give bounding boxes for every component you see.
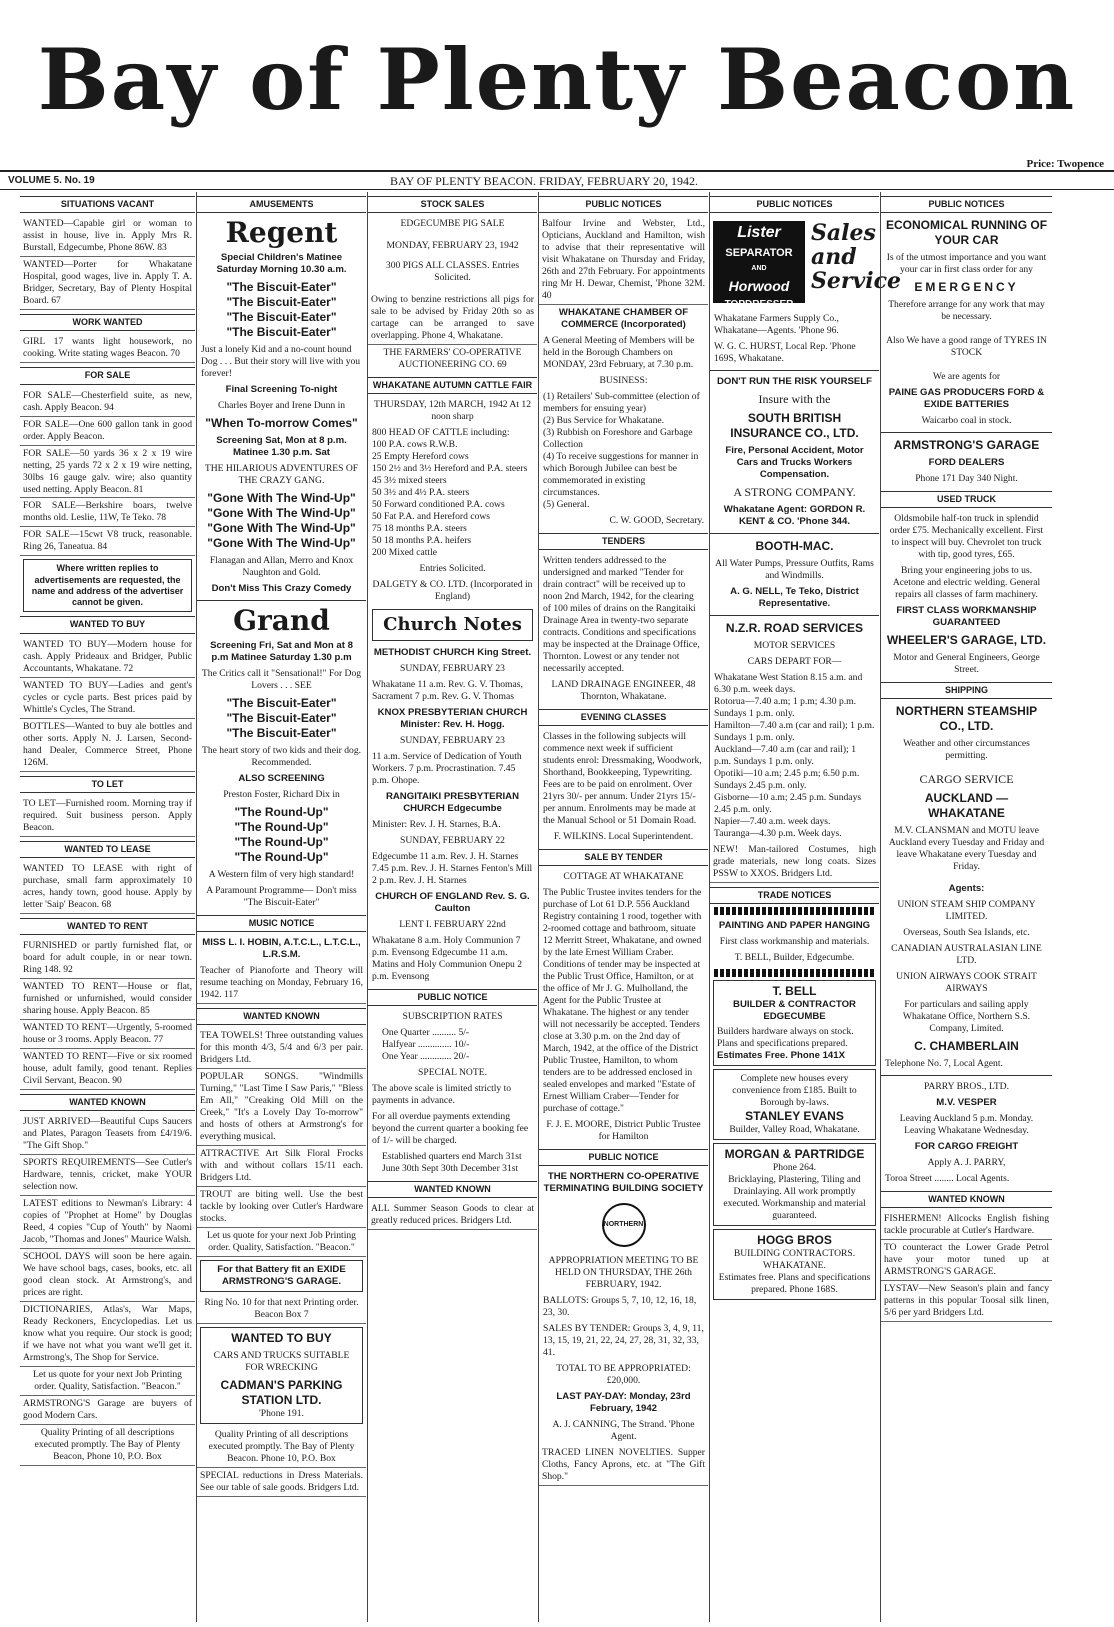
column-notices-services [709, 192, 902, 1622]
subscription-rates: One Quarter .......... 5/- Halfyear .............. 10/- One Year ............. 20/- [382, 1026, 470, 1062]
notice-text: APPROPRIATION MEETING TO BE HELD ON THURSDAY, THE 26th FEBRUARY, 1942. [548, 1255, 699, 1291]
classified-ad: ALL Summer Season Goods to clear at greatly reduced prices. Bridgers Ltd. [368, 1201, 537, 1230]
wanted-to-buy-ad: WANTED TO BUY CARS AND TRUCKS SUITABLE FOR WRECKING CADMAN'S PARKING STATION LTD. 'Phone 191. [200, 1327, 363, 1424]
notice: Balfour Irvine and Webster, Ltd., Opticians, Auckland and Hamilton, wish to advise that their representative will visit Whakatane on Thursday and Friday, 26th and 27th February. For appointments ring Mr H. Dewar, Chemist, 'Phone 32M. 40 [539, 216, 708, 305]
screening-times: Screening Sat, Mon at 8 p.m. Matinee 1.30 p.m. Sat [216, 435, 347, 459]
screening-times: Screening Fri, Sat and Mon at 8 p.m Matinee Saturday 1.30 p.m [210, 640, 353, 664]
classified-ad: ATTRACTIVE Art Silk Floral Frocks with and without collars 15/11 each. Bridgers Ltd. [197, 1146, 366, 1187]
regent-theatre-title: Regent [225, 216, 338, 250]
masthead [0, 0, 1114, 168]
film-description: THE HILARIOUS ADVENTURES OF THE CRAZY GANG. [204, 463, 359, 487]
lister-logo: Lister SEPARATOR AND Horwood TOPDRESSER [713, 221, 805, 303]
film-title: "The Round-Up" "The Round-Up" "The Round-Up" "The Round-Up" [234, 804, 329, 864]
signature: C. W. GOOD, Secretary. [609, 514, 704, 526]
classified-ad: WANTED—Porter for Whakatane Hospital, good wages, live in. Apply T. A. Bridger, Secretary, Bay of Plenty Hospital Board. 67 [20, 257, 195, 310]
agenda-list: (1) Retailers' Sub-committee (election of members for ensuing year) (2) Bus Service for Whakatane. (3) Rubbish on Foreshore and Garbage Collection (4) To receive suggestions for manner in which Borough Jubilee can best be commemorated in existing circumstances. (5) General. [543, 391, 700, 510]
service-date: SUNDAY, FEBRUARY 23 [400, 735, 505, 746]
shipping-company: UNION AIRWAYS COOK STRAIT AIRWAYS [896, 971, 1037, 995]
signature: F. J. E. MOORE, District Public Trustee for Hamilton [546, 1118, 701, 1142]
section-heading: WANTED KNOWN [881, 1191, 1052, 1208]
classified-ad: TEA TOWELS! Three outstanding values for this month 4/3, 5/4 and 6/3 per pair. Bridgers Ltd. [197, 1028, 366, 1069]
company-text: All Water Pumps, Pressure Outfits, Rams and Windmills. [715, 558, 874, 582]
classified-ad: POPULAR SONGS. "Windmills Turning," "Last Time I Saw Paris," "Bless Em All," "Creaking Old Mill on the Creek," "It's a Lovely Day To-morrow" and hosts of others at Armstrong's for everything musical. [197, 1069, 366, 1146]
section-heading: TRADE NOTICES [710, 887, 879, 904]
section-heading: WANTED TO BUY [20, 616, 195, 633]
film-cast: Flanagan and Allan, Merro and Knox Naughton and Gold. [209, 555, 354, 579]
notice-text: BALLOTS: Groups 5, 7, 10, 12, 16, 18, 23, 30. [543, 1295, 697, 1319]
fair-date: THURSDAY, 12th MARCH, 1942 At 12 noon sharp [374, 399, 531, 423]
agent-phone: Telephone No. 7, Local Agent. [885, 1058, 1003, 1070]
section-heading: PUBLIC NOTICE [539, 1149, 708, 1166]
representative: A. G. NELL, Te Teko, District Representative. [730, 586, 859, 610]
section-heading: SITUATIONS VACANT [20, 196, 195, 213]
film-description: A Western film of very high standard! [208, 868, 355, 880]
matinee-notice: Special Children's Matinee Saturday Morning 10.30 a.m. [216, 252, 347, 276]
church-name: KNOX PRESBYTERIAN CHURCH Minister: Rev. H. Hogg. [377, 707, 528, 731]
section-heading: WANTED TO LEASE [20, 841, 195, 858]
note-text: For all overdue payments extending beyond the current quarter a booking fee of 1/- will be charged. [372, 1110, 529, 1146]
classified-ad: Ring No. 10 for that next Printing order. Beacon Box 7 [197, 1295, 366, 1324]
classified-ad: TRACED LINEN NOVELTIES. Supper Cloths, Fancy Aprons, etc. at "The Gift Shop." [539, 1445, 708, 1486]
note-text: The above scale is limited strictly to payments in advance. [372, 1082, 512, 1106]
classified-ad: Let us quote for your next Job Printing order. Quality, Satisfaction. "Beacon." [20, 1367, 195, 1396]
classified-ad: LATEST editions to Newman's Library: 4 copies of "Prophet at Home" by Douglas Reed, 4 copies "Cup of Youth" by Naomi Jacob, "Thomas and Jones" Maurice Walsh. [20, 1196, 195, 1249]
teacher-name: MISS L. I. HOBIN, A.T.C.L., L.T.C.L., L.R.S.M. [202, 937, 361, 961]
garage-products: PAINE GAS PRODUCERS FORD & EXIDE BATTERIES [888, 387, 1045, 411]
agents-label: Agents: [948, 883, 985, 895]
classified-ad: ARMSTRONG'S Garage are buyers of good Modern Cars. [20, 1396, 195, 1425]
church-name: CHURCH OF ENGLAND Rev. S. G. Caulton [375, 890, 530, 914]
classified-ad: Teacher of Pianoforte and Theory will resume teaching on Monday, February 16, 1942. 117 [197, 963, 366, 1004]
classified-ad: LYSTAV—New Season's plain and fancy patterns in this popular Toosal silk linen, 5/6 per yard Bridgers Ltd. [881, 1281, 1052, 1322]
sale-entries: 300 PIGS ALL CLASSES. Entries Solicited. [385, 260, 520, 284]
trade-signature: T. BELL, Builder, Edgecumbe. [734, 951, 855, 963]
classified-ad: TROUT are biting well. Use the best tackle by looking over Cutler's Hardware stocks. [197, 1187, 366, 1228]
garage-name: WHEELER'S GARAGE, LTD. [886, 633, 1047, 648]
workmanship: FIRST CLASS WORKMANSHIP GUARANTEED [896, 605, 1037, 629]
section-heading: WHAKATANE AUTUMN CATTLE FAIR [368, 377, 537, 394]
trade-text: First class workmanship and materials. [719, 935, 870, 947]
section-heading: USED TRUCK [881, 491, 1052, 508]
minister: Minister: Rev. J. H. Starnes, B.A. [372, 818, 501, 830]
classified-ad: Quality Printing of all descriptions executed promptly. The Bay of Plenty Beacon. Phone 10, P.O. Box [197, 1427, 366, 1468]
volume-number: VOLUME 5. No. 19 [8, 175, 95, 186]
notice-text: The Public Trustee invites tenders for the purchase of Lot 61 D.P. 556 Auckland Registry containing 1 rood, together with 2-roomed cottage and bathroom, situate 12 Merritt Street, Whakatane, and owned by the late Ernest William Craber. Conditions of tender may be inspected at the Public Trust Office, Hamilton, or at the office of Mr J. G. Mulholland, the Agent for the Public Trustee at Whakatane. The highest or any tender will not necessarily be accepted. Tenders close at 3.30 p.m. on the 2nd day of March, 1942, at the office of the District Public Trustee, Hamilton, to whom tenders are to be addressed enclosed in sealed envelopes and marked "Estate of Ernest William Craber—Tender for purchase of cottage." [543, 887, 702, 1114]
church-name: METHODIST CHURCH King Street. [373, 647, 532, 659]
shipping-company: PARRY BROS., LTD. [923, 1081, 1010, 1093]
service-times: Edgecumbe 11 a.m. Rev. J. H. Starnes 7.45 p.m. Rev. J. H. Starnes Fenton's Mill 2 p.m. Rev. J. H. Starnes [372, 850, 533, 886]
timetable: Whakatane West Station 8.15 a.m. and 6.30 p.m. week days. Rotorua—7.40 a.m; 1 p.m; 4.30 p.m. Sundays 1 p.m. only. Hamilton—7.40 a.m (car and rail); 1 p.m. Sundays 1 p.m. only. Auckland—7.40 a.m (car and rail); 1 p.m. Sundays 1 p.m. only. Opotiki—10 a.m; 2.45 p.m; 6.50 p.m. Sundays 2.45 p.m. only. Gisborne—10 a.m; 2.45 p.m. Sundays 2.45 p.m. only. Napier—7.40 a.m. week days. Tauranga—4.30 p.m. Week days. [714, 672, 875, 839]
section-heading: FOR SALE [20, 367, 195, 384]
classified-ad: SPECIAL reductions in Dress Materials. See our table of sale goods. Bridgers Ltd. [197, 1468, 366, 1497]
notice-text: TOTAL TO BE APPROPRIATED: £20,000. [556, 1363, 691, 1387]
classified-ad: GIRL 17 wants light housework, no cooking. Write stating wages Beacon. 70 [20, 334, 195, 363]
shipping-text: M.V. CLANSMAN and MOTU leave Auckland every Tuesday and Friday and leave Whakatane every Tuesday and Friday. [888, 825, 1045, 873]
garage-name: ARMSTRONG'S GARAGE [893, 438, 1040, 453]
church-notes-banner: Church Notes [372, 609, 533, 641]
classified-ad: BOTTLES—Wanted to buy ale bottles and other sorts. Apply N. J. Larsen, Second-hand Dealer, Commerce Street, Phone 126M. [20, 719, 195, 772]
garage-text: Waicarbo coal in stock. [921, 415, 1012, 427]
classified-ad: Let us quote for your next Job Printing order. Quality, Satisfaction. "Beacon." [197, 1228, 366, 1257]
shipping-company: CANADIAN AUSTRALASIAN LINE LTD. [891, 943, 1042, 967]
section-heading: MUSIC NOTICE [197, 915, 366, 932]
section-heading: WORK WANTED [20, 314, 195, 331]
freight-heading: FOR CARGO FREIGHT [914, 1141, 1019, 1153]
shipping-text: Toroa Street ........ Local Agents. [885, 1173, 1010, 1185]
sale-notice: Owing to benzine restrictions all pigs for sale to be advised by Friday 20th so as cartage can be arranged to save overlapping. Phone 4, Whakatane. [368, 292, 537, 345]
signature: A. J. CANNING, The Strand. 'Phone Agent. [552, 1418, 695, 1442]
cattle-list: 800 HEAD OF CATTLE including: 100 P.A. cows R.W.B. 25 Empty Hereford cows 150 2½ and 3½ Hereford and P.A. steers 45 3½ mixed steers 50 3½ and 4½ P.A. steers 50 Forward conditioned P.A. cows 50 Fat P.A. and Hereford cows 75 18 months P.A. steers 50 18 months P.A. heifers 200 Mixed cattle [372, 427, 528, 559]
northern-logo-icon: NORTHERN [602, 1203, 646, 1247]
column-public-notices [538, 192, 708, 1622]
classified-ad: NEW! Man-tailored Costumes, high grade materials, new long coats. Sizes PSSW to XXOS. Bridgers Ltd. [710, 842, 879, 883]
section-heading: PUBLIC NOTICES [539, 196, 708, 213]
service-date: LENT I. FEBRUARY 22nd [399, 918, 506, 930]
service-times: Whakatane 8 a.m. Holy Communion 7 p.m. Evensong Edgecumbe 11 a.m. Matins and Holy Communion Onepu 2 p.m. Evensong [372, 934, 523, 982]
classified-ad: WANTED TO BUY—Modern house for cash. Apply Prideaux and Bridger, Public Accountants, Whakatane. 72 [20, 637, 195, 678]
evans-ad: Complete new houses every convenience from £185. Built to Borough by-laws. STANLEY EVANS Builder, Valley Road, Whakatane. [713, 1069, 876, 1140]
classified-ad: WANTED—Capable girl or woman to assist in house, live in. Apply Mrs R. Burstall, Edgecumbe, Phone 86W. 83 [20, 216, 195, 257]
notice-subtitle: COTTAGE AT WHAKATANE [563, 871, 684, 883]
insurance-heading: DON'T RUN THE RISK YOURSELF [716, 376, 873, 388]
insurance-text: A STRONG COMPANY. [733, 485, 856, 500]
lister-ad [713, 217, 902, 311]
classified-ad: TO counteract the Lower Grade Petrol have your motor tuned up at ARMSTRONG'S GARAGE. [881, 1240, 1052, 1281]
also-screening: ALSO SCREENING [238, 772, 325, 784]
film-title: "The Biscuit-Eater" "The Biscuit-Eater" "The Biscuit-Eater" [226, 695, 337, 740]
shipping-text: Leaving Auckland 5 p.m. Monday. Leaving Whakatane Wednesday. [899, 1113, 1034, 1137]
motor-services: MOTOR SERVICES [753, 640, 836, 652]
sale-date: MONDAY, FEBRUARY 23, 1942 [386, 240, 519, 252]
classified-ad: WANTED TO BUY—Ladies and gent's cycles or cycle parts. Best prices paid by Whittle's Cycles, The Strand. [20, 678, 195, 719]
classified-ad: WANTED TO RENT—House or flat, furnished or unfurnished, would consider sharing house. Apply Beacon. 85 [20, 979, 195, 1020]
society-name: THE NORTHERN CO-OPERATIVE TERMINATING BUILDING SOCIETY [543, 1171, 704, 1195]
section-heading: PUBLIC NOTICES [710, 196, 879, 213]
shipping-text: Apply A. J. PARRY, [927, 1157, 1006, 1169]
cars-depart: CARS DEPART FOR— [747, 656, 842, 668]
film-title: "Gone With The Wind-Up" "Gone With The Wind-Up" "Gone With The Wind-Up" "Gone With The Wind-Up" [207, 491, 356, 551]
section-heading: PUBLIC NOTICES [881, 196, 1052, 213]
film-description: The heart story of two kids and their dog. Recommended. [201, 744, 362, 768]
classified-ad: FOR SALE—15cwt V8 truck, reasonable. Ring 26, Taneatua. 84 [20, 527, 195, 556]
film-description: Just a lonely Kid and a no-count hound Dog . . . But their story will live with you forever! [201, 344, 361, 380]
classified-ad: FOR SALE—Berkshire boars, twelve months old. Leslie, 11W, Te Teko. 78 [20, 498, 195, 527]
service-times: 11 a.m. Service of Dedication of Youth Workers. 7 p.m. Procrastination. 7.45 p.m. Ohope. [372, 750, 522, 786]
classified-ad: FISHERMEN! Allcocks English fishing tackle procurable at Cutler's Hardware. [881, 1211, 1052, 1240]
auctioneer: THE FARMERS' CO-OPERATIVE AUCTIONEERING CO. 69 [383, 347, 522, 371]
classified-ad: DICTIONARIES, Atlas's, War Maps, Ready Reckoners, Encyclopedias. Let us know what you require. Our stock is good; if we have not what you want we'll get it. Armstrong's, The Shop for Service. [20, 1302, 195, 1367]
section-heading: PUBLIC NOTICE [368, 989, 537, 1006]
film-tagline: Don't Miss This Crazy Comedy [211, 583, 352, 595]
classified-ad: SCHOOL DAYS will soon be here again. We have school bags, cases, books, etc. all good clean stock. At Armstrong's, and prices are right. [20, 1249, 195, 1302]
church-name: RANGITAIKI PRESBYTERIAN CHURCH Edgecumbe [385, 790, 520, 814]
auctioneer: DALGETY & CO. LTD. (Incorporated in England) [372, 579, 533, 603]
service-date: SUNDAY, FEBRUARY 22 [400, 834, 505, 846]
garage-subtitle: Motor and General Engineers, George Street. [893, 652, 1040, 676]
sales-service-slogan: Sales and Service [811, 220, 902, 295]
notice-subtitle: BUSINESS: [599, 375, 648, 387]
classified-ad: Quality Printing of all descriptions executed promptly. The Bay of Plenty Beacon, Phone 10, P.O. Box [20, 1425, 195, 1466]
newspaper-title: Bay of Plenty Beacon [37, 30, 1077, 129]
bell-ad: T. BELL BUILDER & CONTRACTOR EDGECUMBE Builders hardware always on stock. Plans and specifications prepared. Estimates Free. Phone 141X [713, 980, 876, 1066]
decorative-border [714, 969, 875, 977]
replies-notice: Where written replies to advertisements are requested, the name and address of the advertiser cannot be given. [23, 559, 192, 612]
film-title: "When To-morrow Comes" [205, 416, 358, 431]
trade-heading: PAINTING AND PAPER HANGING [718, 919, 871, 931]
classified-ad: WANTED TO LEASE with right of purchase, small farm approximately 10 acres, handy town, good house. Apply by letter 'Saip' Beacon. 68 [20, 861, 195, 914]
notice-text: SALES BY TENDER: Groups 3, 4, 9, 11, 13, 15, 19, 21, 22, 24, 27, 28, 31, 32, 33, 41. [543, 1323, 704, 1359]
hogg-ad: HOGG BROS BUILDING CONTRACTORS. WHAKATANE. Estimates free. Plans and specifications prepared. Phone 168S. [713, 1229, 876, 1300]
film-tagline: A Paramount Programme— Don't miss "The Biscuit-Eater" [206, 884, 357, 908]
quarters-list: Established quarters end March 31st June 30th Sept 30th December 31st [382, 1150, 522, 1174]
section-heading: TENDERS [539, 533, 708, 550]
shipping-text: Overseas, South Sea Islands, etc. [903, 927, 1030, 939]
garage-text: Is of the utmost importance and you want your car in first class order for any [886, 252, 1047, 276]
agent-name: C. CHAMBERLAIN [914, 1039, 1019, 1054]
section-heading: STOCK SALES [368, 196, 537, 213]
subscription-heading: SUBSCRIPTION RATES [402, 1010, 503, 1022]
shipping-text: For particulars and sailing apply Whakatane Office, Northern S.S. Company, Limited. [902, 999, 1031, 1035]
sale-title: EDGECUMBE PIG SALE [400, 218, 505, 230]
notice-text: A General Meeting of Members will be held in the Borough Chambers on MONDAY, 23rd February, at 7.30 p.m. [543, 335, 695, 371]
insurance-company: SOUTH BRITISH INSURANCE CO., LTD. [730, 411, 859, 441]
film-title: "The Biscuit-Eater" "The Biscuit-Eater" "The Biscuit-Eater" "The Biscuit-Eater" [226, 280, 337, 340]
section-heading: SHIPPING [881, 682, 1052, 699]
signature: LAND DRAINAGE ENGINEER, 48 Thornton, Whakatane. [551, 678, 696, 702]
shipping-company: NORTHERN STEAMSHIP CO., LTD. [895, 704, 1038, 734]
classified-ad: FOR SALE—One 600 gallon tank in good order. Apply Beacon. [20, 417, 195, 446]
insurance-text: Insure with the [758, 392, 831, 407]
truck-text: Bring your engineering jobs to us. Acetone and electric welding. General repairs all classes of farm machinery. [892, 565, 1041, 601]
section-heading: TO LET [20, 776, 195, 793]
route: AUCKLAND — WHAKATANE [924, 791, 1009, 821]
service-date: SUNDAY, FEBRUARY 23 [400, 663, 505, 675]
insurance-agent: Whakatane Agent: GORDON R. KENT & CO. 'Phone 344. [723, 504, 866, 528]
insurance-types: Fire, Personal Accident, Motor Cars and Trucks Workers Compensation. [725, 445, 864, 481]
shipping-text: Weather and other circumstances permitting. [903, 738, 1030, 762]
section-heading: AMUSEMENTS [197, 196, 366, 213]
emergency-heading: EMERGENCY [914, 280, 1019, 295]
decorative-border [714, 907, 875, 915]
classified-ad: SPORTS REQUIREMENTS—See Cutler's Hardware, tennis, cricket, make YOUR selection now. [20, 1155, 195, 1196]
section-heading: WANTED KNOWN [197, 1008, 366, 1025]
agent-text: W. G. C. HURST, Local Rep. 'Phone 169S, Whakatane. [714, 341, 856, 365]
morgan-ad: MORGAN & PARTRIDGE Phone 264. Bricklaying, Plastering, Tiling and Drainlaying. All work promptly executed. Workmanship and material guaranteed. [713, 1143, 876, 1226]
signature: F. WILKINS. Local Superintendent. [553, 831, 694, 843]
classified-ad: WANTED TO RENT—Five or six roomed house, adult family, good tenant. Replies Civil Servant, Beacon. 90 [20, 1049, 195, 1090]
final-screening: Final Screening To-night [225, 384, 338, 396]
garage-subtitle: FORD DEALERS [928, 457, 1005, 469]
pay-day: LAST PAY-DAY: Monday, 23rd February, 1942 [556, 1391, 691, 1414]
column-stock-church [367, 192, 537, 1622]
notice-title: WHAKATANE CHAMBER OF COMMERCE (Incorporated) [558, 307, 689, 331]
column-classifieds [20, 192, 195, 1622]
garage-text: Therefore arrange for any work that may be necessary. [888, 299, 1045, 323]
truck-text: Oldsmobile half-ton truck in splendid order £75. Mechanically excellent. First to inspect will buy. Chevrolet ton truck with tip, good tyres, £65. [889, 513, 1044, 561]
classified-ad: FURNISHED or partly furnished flat, or board for adult couple, in or near town. Ring 148. 92 [20, 938, 195, 979]
column-amusements [196, 192, 366, 1622]
film-description: The Critics call it "Sensational!" For Dog Lovers . . . SEE [201, 668, 362, 691]
classified-ad: TO LET—Furnished room. Morning tray if required. Suit business person. Apply Beacon. [20, 796, 195, 837]
classified-ad: FOR SALE—50 yards 36 x 2 x 19 wire netting, 25 yards 72 x 2 x 19 wire netting, 30lbs 16 gauge galv. wire; also quantity used netting. Apply Beacon. 81 [20, 446, 195, 499]
classified-ad: JUST ARRIVED—Beautiful Cups Saucers and Plates, Paragon Teasets from £4/19/6. "The Gift Shop." [20, 1114, 195, 1155]
agent-text: Whakatane Farmers Supply Co., Whakatane—Agents. 'Phone 96. [714, 313, 839, 337]
company-name: BOOTH-MAC. [755, 539, 834, 554]
grand-theatre-title: Grand [233, 604, 330, 638]
dateline [0, 170, 1114, 190]
cargo-heading: CARGO SERVICE [919, 772, 1014, 787]
vessel-name: M.V. VESPER [936, 1097, 997, 1109]
classified-ad: WANTED TO RENT—Urgently, 5-roomed house or 3 rooms. Apply Beacon. 77 [20, 1020, 195, 1049]
service-times: Whakatane 11 a.m. Rev. G. V. Thomas, Sacrament 7 p.m. Rev. G. V. Thomas [372, 679, 523, 703]
film-cast: Charles Boyer and Irene Dunn in [217, 400, 346, 412]
film-cast: Preston Foster, Richard Dix in [223, 788, 340, 800]
road-services-heading: N.Z.R. ROAD SERVICES [725, 621, 864, 636]
issue-date: BAY OF PLENTY BEACON. FRIDAY, FEBRUARY 20, 1942. [390, 174, 698, 188]
garage-phone: Phone 171 Day 340 Night. [915, 473, 1018, 485]
garage-text: Also We have a good range of TYRES IN STOCK [886, 335, 1047, 359]
notice-text: Classes in the following subjects will commence next week if sufficient students enrol: Dressmaking, Woodwork, Shorthand, Bookkeeping, Typewriting. Fees are to be paid on enrolment. Over 21yrs 30/- per annum. Under 21yrs 15/- per annum. Enrolments may be made at the Manual School or 51 Domain Road. [543, 731, 702, 827]
section-heading: WANTED TO RENT [20, 918, 195, 935]
garage-heading: ECONOMICAL RUNNING OF YOUR CAR [885, 218, 1048, 248]
price: Price: Twopence [1026, 158, 1104, 170]
classified-ad: FOR SALE—Chesterfield suite, as new, cash. Apply Beacon. 94 [20, 388, 195, 417]
special-note: SPECIAL NOTE. [418, 1066, 487, 1078]
section-heading: SALE BY TENDER [539, 849, 708, 866]
section-heading: WANTED KNOWN [20, 1094, 195, 1111]
section-heading: EVENING CLASSES [539, 709, 708, 726]
sale-entries: Entries Solicited. [419, 563, 486, 575]
notice-text: Written tenders addressed to the undersigned and marked "Tender for drain contract" will be received up to noon 2nd March, 1942, for the clearing of 100 miles of drains on the Rangitaiki Drainage Area in twenty-two separate contracts. Conditions and specifications may be inspected at the Drainage Office, Thornton. Lowest or any tender not necessarily accepted. [543, 555, 700, 674]
battery-ad: For that Battery fit an EXIDE ARMSTRONG'S GARAGE. [200, 1260, 363, 1292]
column-garage-shipping [880, 192, 1052, 1622]
section-heading: WANTED KNOWN [368, 1181, 537, 1198]
shipping-company: UNION STEAM SHIP COMPANY LIMITED. [897, 899, 1036, 923]
garage-text: We are agents for [932, 371, 1001, 383]
